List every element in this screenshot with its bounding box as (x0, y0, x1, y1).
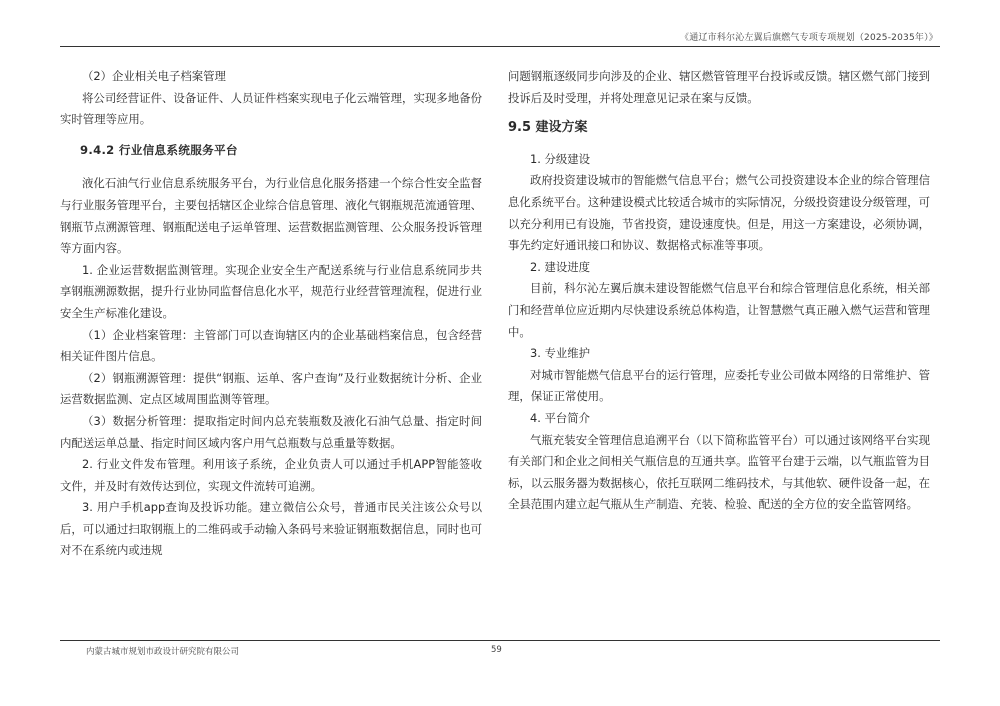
page-number: 59 (491, 645, 502, 655)
paragraph: 3. 用户手机app查询及投诉功能。建立微信公众号，普通市民关注该公众号以后，可以通过扫取钢瓶上的二维码或手动输入条码号来验证钢瓶数据信息，同时也可对不在系统内或违规 (60, 500, 482, 558)
paragraph: （3）数据分析管理：提取指定时间内总充装瓶数及液化石油气总量、指定时间内配送运单总量、指定时间区域内客户用气总瓶数与总重量等数据。 (60, 413, 482, 450)
paragraph: 液化石油气行业信息系统服务平台，为行业信息化服务搭建一个综合性安全监督与行业服务管理平台，主要包括辖区企业综合信息管理、液化气钢瓶规范流通管理、钢瓶节点溯源管理、钢瓶配送电子运单管理、运营数据监测管理、公众服务投诉管理等方面内容。 (60, 176, 482, 256)
right-column (508, 66, 930, 516)
document-header-title: 《通辽市科尔沁左翼后旗燃气专项专项规划（2025-2035年）》 (680, 33, 938, 43)
header-divider (60, 46, 940, 47)
list-item-heading: 1. 分级建设 (530, 151, 591, 166)
subsection-heading-9-4-2: 9.4.2 行业信息系统服务平台 (80, 142, 238, 157)
paragraph: 问题钢瓶逐级同步向涉及的企业、辖区燃管管理平台投诉或反馈。辖区燃气部门接到投诉后及时受理，并将处理意见记录在案与反馈。 (508, 69, 930, 105)
paragraph: 将公司经营证件、设备证件、人员证件档案实现电子化云端管理，实现多地备份实时管理等应用。 (60, 90, 482, 127)
paragraph: 气瓶充装安全管理信息追溯平台（以下简称监管平台）可以通过该网络平台实现有关部门和企业之间相关气瓶信息的互通共享。监管平台建于云端，以气瓶监管为目标，以云服务器为数据核心，依托互联网二维码技术，与其他软、硬件设备一起，在全县范围内建立起气瓶从生产制造、充装、检验、配送的全方位的安全监管网络。 (508, 432, 930, 512)
paragraph: 政府投资建设城市的智能燃气信息平台；燃气公司投资建设本企业的综合管理信息化系统平台。这种建设模式比较适合城市的实际情况，分级投资建设分级管理，可以充分利用已有设施，节省投资，建设速度快。但是，用这一方案建设，必须协调，事先约定好通讯接口和协议、数据格式标准等事项。 (508, 173, 930, 253)
list-item-heading: 3. 专业维护 (530, 346, 591, 361)
paragraph: （1）企业档案管理：主管部门可以查询辖区内的企业基础档案信息，包含经营相关证件图片信息。 (60, 327, 482, 364)
paragraph: （2）钢瓶溯源管理：提供“钢瓶、运单、客户查询”及行业数据统计分析、企业运营数据监测、定点区域周围监测等管理。 (60, 370, 482, 407)
footer-divider (60, 640, 940, 641)
subsection-item-heading: （2）企业相关电子档案管理 (82, 69, 226, 83)
section-heading-9-5: 9.5 建设方案 (508, 120, 588, 136)
left-column (60, 66, 482, 562)
list-item-heading: 2. 建设进度 (530, 259, 591, 274)
paragraph: 目前，科尔沁左翼后旗未建设智能燃气信息平台和综合管理信息化系统，相关部门和经营单位应近期内尽快建设系统总体构造，让智慧燃气真正融入燃气运营和管理中。 (508, 281, 930, 339)
paragraph: 1. 企业运营数据监测管理。实现企业安全生产配送系统与行业信息系统同步共享钢瓶溯源数据，提升行业协同监督信息化水平，规范行业经营管理流程，促进行业安全生产标准化建设。 (60, 262, 482, 320)
paragraph: 对城市智能燃气信息平台的运行管理，应委托专业公司做本网络的日常维护、管理，保证正常使用。 (508, 367, 930, 404)
paragraph: 2. 行业文件发布管理。利用该子系统，企业负责人可以通过手机APP智能签收文件，并及时有效传达到位，实现文件流转可追溯。 (60, 457, 482, 493)
list-item-heading: 4. 平台简介 (530, 410, 591, 425)
footer-organization: 内蒙古城市规划市政设计研究院有限公司 (86, 647, 240, 657)
